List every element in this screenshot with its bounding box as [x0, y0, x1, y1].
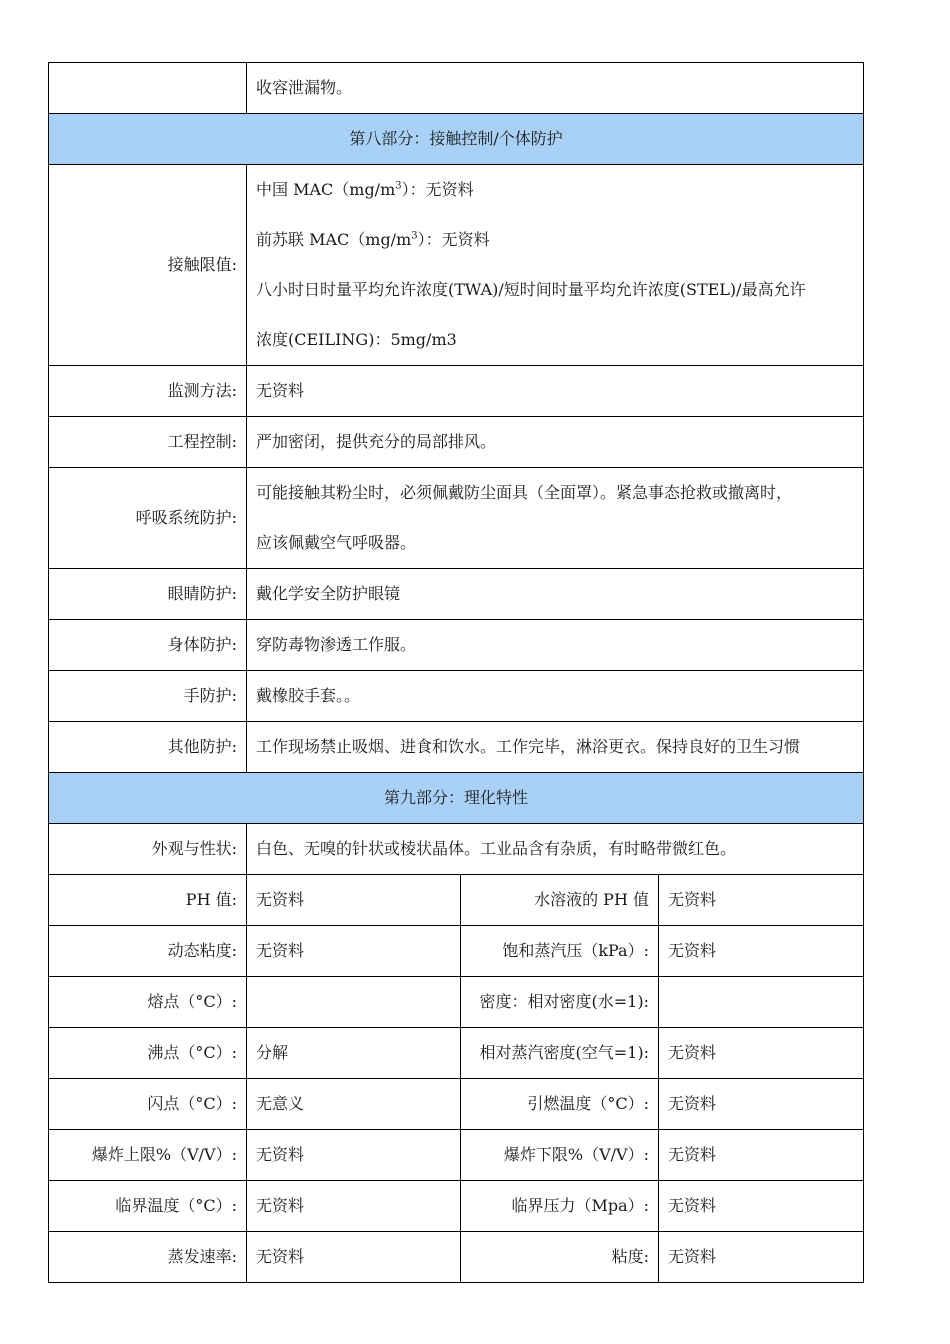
row-value: 穿防毒物渗透工作服。	[247, 620, 864, 671]
table-row	[49, 875, 864, 926]
property-label: 爆炸上限%（V/V）:	[49, 1130, 247, 1181]
property-value: 无资料	[659, 926, 864, 977]
property-value: 无资料	[247, 875, 461, 926]
exposure-limits-value	[247, 165, 864, 366]
row-label: 手防护:	[49, 671, 247, 722]
property-value	[659, 977, 864, 1028]
property-value: 分解	[247, 1028, 461, 1079]
table-row	[49, 468, 864, 569]
row-label: 外观与性状:	[49, 824, 247, 875]
ussr-mac: 前苏联 $MAC(mg/m^3)$：无资料	[256, 230, 490, 249]
row-label: 身体防护:	[49, 620, 247, 671]
table-row	[49, 1181, 864, 1232]
table-row	[49, 1232, 864, 1283]
section-title: 第八部分：接触控制/个体防护	[49, 114, 864, 165]
property-label: 沸点（°C）:	[49, 1028, 247, 1079]
respiratory-line-2: 应该佩戴空气呼吸器。	[256, 533, 417, 552]
row-label: 接触限值:	[49, 165, 247, 366]
property-value: 无资料	[247, 1232, 461, 1283]
row-value: 无资料	[247, 366, 864, 417]
row-value: 收容泄漏物。	[247, 63, 864, 114]
table-row	[49, 1079, 864, 1130]
table-row	[49, 63, 864, 114]
table-row	[49, 1130, 864, 1181]
property-label: 密度：相对密度(水=1):	[461, 977, 659, 1028]
row-value: 戴橡胶手套。。	[247, 671, 864, 722]
section-header	[49, 114, 864, 165]
property-value: 无资料	[659, 1079, 864, 1130]
row-label: 工程控制:	[49, 417, 247, 468]
property-value: 无资料	[247, 1130, 461, 1181]
property-label: 水溶液的 PH 值	[461, 875, 659, 926]
row-label	[49, 63, 247, 114]
section-header	[49, 773, 864, 824]
sds-table	[48, 62, 864, 1283]
property-label: PH 值:	[49, 875, 247, 926]
twa-line-1: 八小时日时量平均允许浓度(TWA)/短时间时量平均允许浓度(STEL)/最高允许	[256, 280, 806, 299]
property-value: 无资料	[247, 926, 461, 977]
table-row	[49, 417, 864, 468]
respiratory-line-1: 可能接触其粉尘时，必须佩戴防尘面具（全面罩）。紧急事态抢救或撤离时，	[256, 483, 793, 502]
row-value: 白色、无嗅的针状或棱状晶体。工业品含有杂质，有时略带微红色。	[247, 824, 864, 875]
property-label: 临界温度（°C）:	[49, 1181, 247, 1232]
respiratory-value	[247, 468, 864, 569]
section-title: 第九部分：理化特性	[49, 773, 864, 824]
property-label: 饱和蒸汽压（kPa）:	[461, 926, 659, 977]
row-label: 监测方法:	[49, 366, 247, 417]
property-value: 无资料	[659, 1130, 864, 1181]
property-value: 无资料	[247, 1181, 461, 1232]
property-label: 临界压力（Mpa）:	[461, 1181, 659, 1232]
row-value: 工作现场禁止吸烟、进食和饮水。工作完毕，淋浴更衣。保持良好的卫生习惯	[247, 722, 864, 773]
property-value: 无资料	[659, 1232, 864, 1283]
twa-line-2: 浓度(CEILING)：5mg/m3	[256, 330, 457, 349]
table-row	[49, 977, 864, 1028]
row-label: 其他防护:	[49, 722, 247, 773]
row-value: 严加密闭，提供充分的局部排风。	[247, 417, 864, 468]
property-label: 动态粘度:	[49, 926, 247, 977]
table-row	[49, 824, 864, 875]
table-row	[49, 671, 864, 722]
table-row	[49, 569, 864, 620]
property-label: 爆炸下限%（V/V）:	[461, 1130, 659, 1181]
property-value	[247, 977, 461, 1028]
property-label: 引燃温度（°C）:	[461, 1079, 659, 1130]
property-value: 无资料	[659, 1028, 864, 1079]
property-label: 粘度:	[461, 1232, 659, 1283]
table-row	[49, 620, 864, 671]
property-value: 无资料	[659, 1181, 864, 1232]
row-label: 眼睛防护:	[49, 569, 247, 620]
china-mac: 中国 $MAC(mg/m^3)$：无资料	[256, 180, 474, 199]
table-row	[49, 1028, 864, 1079]
property-label: 蒸发速率:	[49, 1232, 247, 1283]
property-value: 无资料	[659, 875, 864, 926]
table-row	[49, 926, 864, 977]
property-value: 无意义	[247, 1079, 461, 1130]
property-label: 熔点（°C）:	[49, 977, 247, 1028]
table-row	[49, 722, 864, 773]
property-label: 闪点（°C）:	[49, 1079, 247, 1130]
row-label: 呼吸系统防护:	[49, 468, 247, 569]
table-row	[49, 366, 864, 417]
table-row	[49, 165, 864, 366]
property-label: 相对蒸汽密度(空气=1):	[461, 1028, 659, 1079]
row-value: 戴化学安全防护眼镜	[247, 569, 864, 620]
